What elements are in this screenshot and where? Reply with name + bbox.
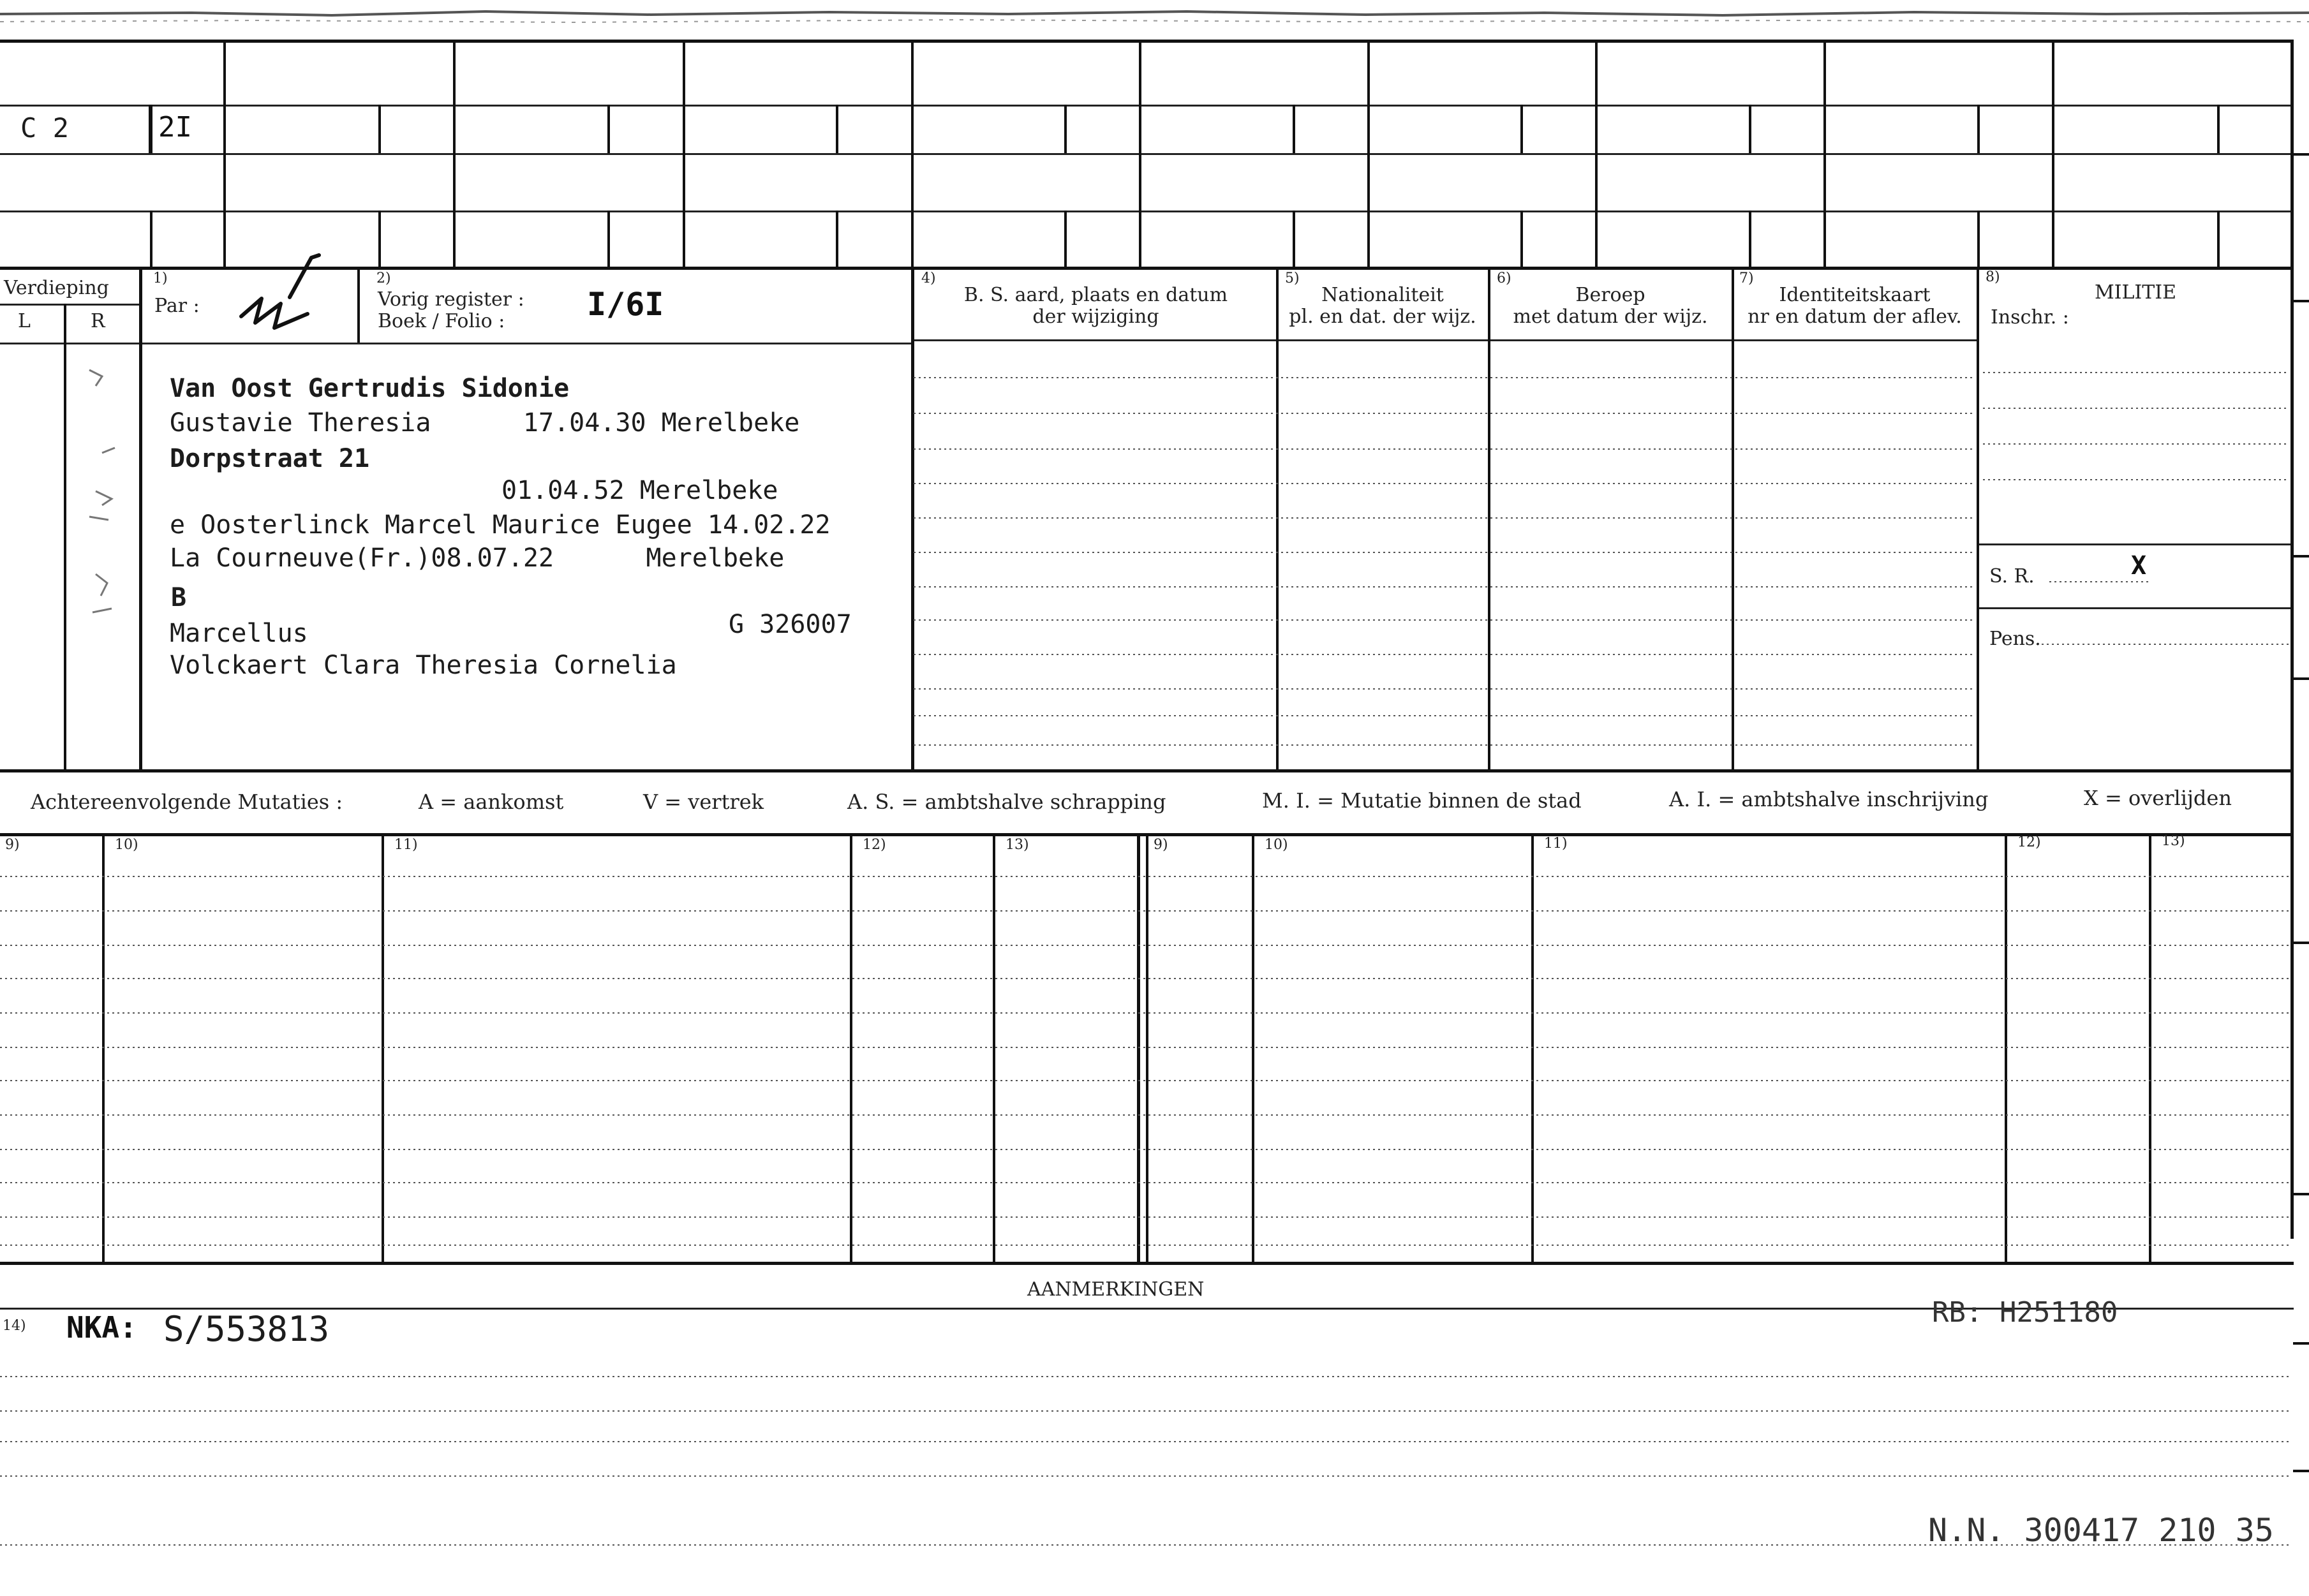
mut-col-9b: 9) — [1154, 837, 1168, 853]
top-grid-tick — [607, 211, 610, 267]
id-header-2: nr en datum der aflev. — [1748, 306, 1962, 328]
edge-tick — [2293, 1470, 2309, 1472]
edge-tick — [2293, 942, 2309, 944]
edge-tick — [2293, 677, 2309, 680]
person-line-8b: G 326007 — [729, 610, 852, 639]
top-grid-right-edge — [2290, 40, 2294, 1239]
mutatie-x: X = overlijden — [2084, 786, 2232, 810]
militie-dotted-rows — [1979, 344, 2289, 676]
top-grid-tick — [1064, 105, 1067, 153]
r-column-marks — [77, 357, 134, 651]
verdieping-label: Verdieping — [4, 277, 109, 299]
mut-col-10a: 10) — [115, 837, 138, 853]
note-2: 2) — [376, 270, 391, 286]
top-grid-line-1 — [0, 40, 2294, 43]
beroep-header-1: Beroep — [1575, 284, 1645, 306]
code-left: C 2 — [20, 112, 69, 144]
mutatie-a: A = aankomst — [419, 790, 564, 814]
mut-col-11b: 11) — [1544, 836, 1568, 852]
par-label: Par : — [154, 295, 200, 317]
nat-header-1: Nationaliteit — [1321, 284, 1444, 306]
mutatie-as: A. S. = ambtshalve schrapping — [847, 790, 1166, 814]
top-grid-tick — [378, 211, 381, 267]
code-cell-divider — [149, 105, 151, 153]
top-grid-tick — [1293, 105, 1295, 153]
top-grid-tick — [1520, 105, 1523, 153]
col-divider-lr — [64, 304, 66, 771]
boek-folio-label: Boek / Folio : — [378, 310, 505, 332]
bs-header-1: B. S. aard, plaats en datum — [963, 284, 1228, 306]
person-line-1: Van Oost Gertrudis Sidonie — [170, 374, 570, 403]
mutatie-v: V = vertrek — [643, 790, 764, 814]
mut-table-bottom — [0, 1262, 2294, 1265]
top-grid-line-3 — [0, 153, 2294, 155]
person-line-9: Volckaert Clara Theresia Cornelia — [170, 651, 677, 680]
person-line-4: 01.04.52 Merelbeke — [501, 476, 778, 505]
mut-col-13b: 13) — [2162, 833, 2185, 849]
header-bottom-line — [0, 343, 911, 344]
top-grid-col — [223, 40, 226, 267]
col-divider-par — [357, 267, 360, 343]
col-divider-person-left — [139, 267, 142, 771]
top-grid-col — [683, 40, 685, 267]
edge-tick — [2293, 555, 2309, 558]
mutaties-top-line — [0, 769, 2294, 772]
edge-tick — [2293, 300, 2309, 302]
mutaties-title: Achtereenvolgende Mutaties : — [31, 790, 343, 814]
edge-tick — [2293, 1342, 2309, 1345]
top-grid-line-4 — [0, 211, 2294, 212]
beroep-header-2: met datum der wijz. — [1513, 306, 1708, 328]
note-6: 6) — [1497, 270, 1511, 286]
top-grid-tick — [836, 105, 838, 153]
mut-col-13a: 13) — [1006, 837, 1029, 853]
top-grid-tick — [378, 105, 381, 153]
nka-value: S/553813 — [163, 1309, 330, 1349]
col-l-label: L — [18, 310, 31, 332]
person-line-7: B — [171, 583, 187, 612]
note-5: 5) — [1285, 270, 1300, 286]
militie-sr-line-bottom — [1979, 607, 2290, 609]
mut-col-10b: 10) — [1265, 837, 1288, 853]
person-line-5: e Oosterlinck Marcel Maurice Eugee 14.02.22 — [170, 510, 831, 540]
mutatie-ai: A. I. = ambtshalve inschrijving — [1669, 787, 1989, 811]
mut-col-9a: 9) — [5, 837, 20, 853]
top-grid-col — [2052, 40, 2054, 267]
par-signature — [236, 253, 325, 336]
top-grid-col — [1367, 40, 1370, 267]
mut-col-12b: 12) — [2017, 834, 2041, 850]
top-grid-tick — [1064, 211, 1067, 267]
bs-header-2: der wijziging — [1032, 306, 1159, 328]
note-1: 1) — [153, 270, 168, 286]
sr-value: X — [2131, 551, 2147, 580]
top-grid-tick — [607, 105, 610, 153]
top-grid-tick — [2217, 211, 2220, 267]
col-r-label: R — [91, 310, 105, 332]
scan-edge-top — [0, 0, 2309, 38]
edge-tick — [2293, 1193, 2309, 1195]
code-right: 2I — [158, 111, 192, 144]
pens-label: Pens. — [1989, 628, 2041, 650]
nn-value: N.N. 300417 210 35 — [1928, 1512, 2274, 1549]
top-grid-tick — [2217, 105, 2220, 153]
top-grid-tick — [1749, 105, 1751, 153]
rb-value: RB: H251180 — [1932, 1296, 2118, 1329]
entry-dotted-rows — [914, 344, 1975, 765]
id-header-1: Identiteitskaart — [1779, 284, 1931, 306]
top-grid-col — [1139, 40, 1141, 267]
mut-col-11a: 11) — [394, 837, 418, 853]
top-grid-tick — [1977, 105, 1980, 153]
top-grid-tick — [1293, 211, 1295, 267]
edge-tick — [2293, 153, 2309, 156]
top-grid-tick — [1977, 211, 1980, 267]
lr-divider-line — [0, 304, 140, 306]
note-14: 14) — [3, 1318, 26, 1334]
register-value: I/6I — [587, 286, 664, 323]
sr-label: S. R. — [1989, 565, 2035, 587]
header-top-line — [0, 267, 2294, 270]
militie-sr-line-top — [1979, 543, 2290, 545]
top-grid-tick — [836, 211, 838, 267]
mut-col-12a: 12) — [863, 837, 886, 853]
person-line-2: Gustavie Theresia 17.04.30 Merelbeke — [170, 408, 800, 438]
mut-table-dotted-rows — [0, 833, 2290, 1262]
remarks-title: AANMERKINGEN — [1027, 1278, 1205, 1301]
top-grid-tick — [1749, 211, 1751, 267]
person-line-6: La Courneuve(Fr.)08.07.22 Merelbeke — [170, 543, 785, 573]
top-grid-col — [453, 40, 456, 267]
top-grid-line-2 — [0, 105, 2294, 107]
vorig-register-label: Vorig register : — [378, 288, 524, 311]
mutatie-mi: M. I. = Mutatie binnen de stad — [1262, 788, 1582, 813]
nat-header-2: pl. en dat. der wijz. — [1289, 306, 1476, 328]
header-bottom-line-right — [911, 339, 1977, 341]
militie-header: MILITIE — [2094, 281, 2177, 304]
top-grid-col — [911, 40, 914, 267]
top-grid-tick — [150, 211, 152, 267]
top-grid-tick — [1520, 211, 1523, 267]
note-7: 7) — [1739, 270, 1754, 286]
person-line-8a: Marcellus — [170, 619, 308, 648]
person-line-3: Dorpstraat 21 — [170, 444, 370, 473]
top-grid-col — [1595, 40, 1598, 267]
inschr-label: Inschr. : — [1991, 306, 2069, 329]
nka-label: NKA: — [66, 1310, 137, 1345]
note-4: 4) — [921, 270, 936, 286]
note-8: 8) — [1986, 269, 2000, 285]
top-grid-col — [1823, 40, 1826, 267]
